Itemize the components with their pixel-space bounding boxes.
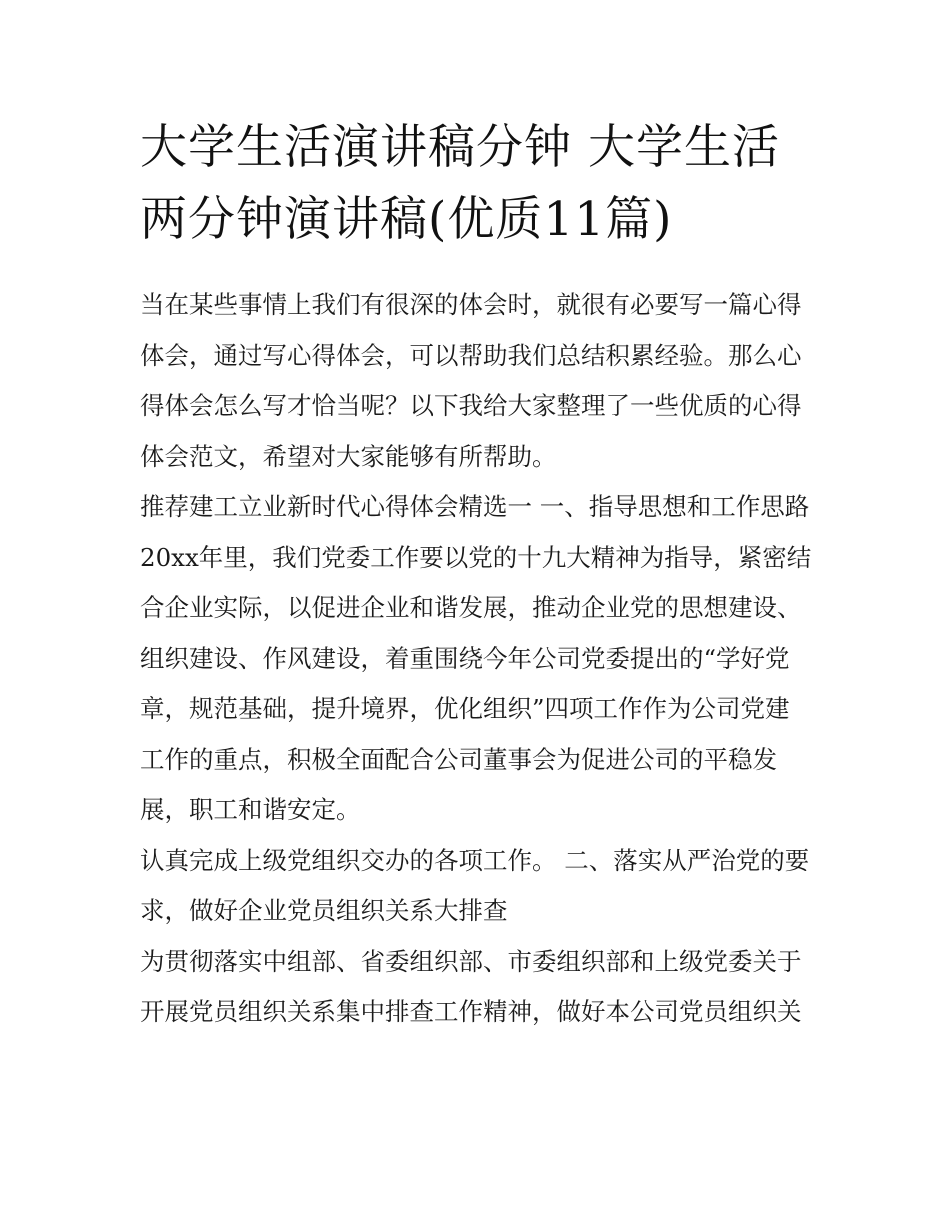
paragraph-investigation: 为贯彻落实中组部、省委组织部、市委组织部和上级党委关于开展党员组织关系集中排查工作精神，做好本公司党员组织关 <box>140 946 802 1026</box>
paragraph-intro: 当在某些事情上我们有很深的体会时，就很有必要写一篇心得体会，通过写心得体会，可以帮助我们总结积累经验。那么心得体会怎么写才恰当呢？以下我给大家整理了一些优质的心得体会范文，希望对大家能够有所帮助。 <box>140 290 802 471</box>
document-title: 大学生活演讲稿分钟 大学生活两分钟演讲稿(优质11篇) <box>140 120 780 247</box>
paragraph-guiding-thought: 20xx年里，我们党委工作要以党的十九大精神为指导，紧密结合企业实际，以促进企业和谐发展，推动企业党的思想建设、组织建设、作风建设，着重围绕今年公司党委提出的“学好党章，规范基础，提升境界，优化组织”四项工作作为公司党建工作的重点，积极全面配合公司董事会为促进公司的平稳发展，职工和谐安定。 <box>140 542 812 824</box>
paragraph-section-heading-2: 认真完成上级党组织交办的各项工作。 二、落实从严治党的要求，做好企业党员组织关系大排查 <box>140 845 810 925</box>
document-body <box>140 112 812 1038</box>
paragraph-section-heading-1: 推荐建工立业新时代心得体会精选一 一、指导思想和工作思路 <box>140 492 810 521</box>
